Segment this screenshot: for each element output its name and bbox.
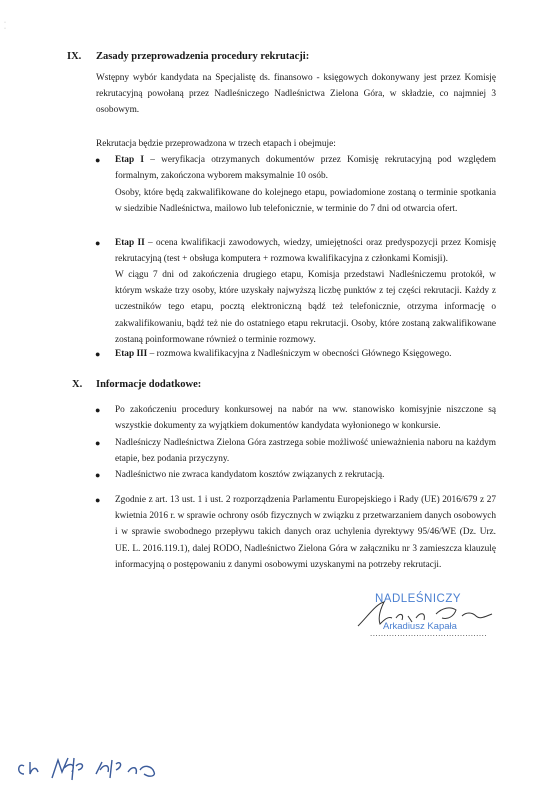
bullet-icon: ● xyxy=(95,438,101,448)
signature-dots: ........................................... xyxy=(370,629,488,638)
handwritten-initials xyxy=(12,752,162,782)
stage-label: Etap III xyxy=(115,349,148,359)
stage-item xyxy=(115,152,496,184)
section-title: Zasady przeprowadzenia procedury rekrutacji: xyxy=(96,51,310,62)
info-item: Zgodnie z art. 13 ust. 1 i ust. 2 rozporządzenia Parlamentu Europejskiego i Rady (UE) 2016/679 z 27 kwietnia 2016 r. w sprawie ochrony osób fizycznych w związku z przetwarzaniem danych osobowych i w sprawie swobodnego przepływu takich danych oraz uchylenia dyrektywy 95/46/WE (Dz. Urz. UE. L. 2016.119.1), dalej RODO, Nadleśnictwo Zielona Góra w załączniku nr 3 zamieszcza klauzulę informacyjną o postępowaniu z danymi osobowymi uzyskanymi na potrzeby rekrutacji. xyxy=(115,495,496,570)
info-item: Po zakończeniu procedury konkursowej na nabór na ww. stanowisko komisyjnie niszczone są wszystkie dokumenty za wyjątkiem dokumentów kandydata wyłonionego w konkursie. xyxy=(115,405,496,432)
stage-extra: Osoby, które będą zakwalifikowane do kolejnego etapu, powiadomione zostaną o terminie spotkania w siedzibie Nadleśnictwa, mailowo lub telefonicznie, w terminie do 7 dni od otwarcia ofert. xyxy=(115,188,496,215)
section-number: IX. xyxy=(67,51,82,62)
bullet-icon: ● xyxy=(95,470,101,480)
stage-label: Etap II xyxy=(115,238,145,248)
section-number: X. xyxy=(72,379,83,390)
bullet-icon: ● xyxy=(95,405,101,415)
info-item: Nadleśniczy Nadleśnictwa Zielona Góra zastrzega sobie możliwość unieważnienia naboru na każdym etapie, bez podania przyczyny. xyxy=(115,438,496,465)
section-title: Informacje dodatkowe: xyxy=(96,379,202,390)
bullet-icon: ● xyxy=(95,495,101,505)
bullet-icon: ● xyxy=(95,349,101,359)
stage-label: Etap I xyxy=(115,155,144,165)
stamp-name: Arkadiusz Kapała xyxy=(383,621,457,632)
stage-text: – ocena kwalifikacji zawodowych, wiedzy, umiejętności oraz predyspozycji przez Komisję rekrutacyjną (test + obsługa komputera + rozmowa kwalifikacyjna z członkami Komisji). xyxy=(115,238,496,265)
stage-text: – weryfikacja otrzymanych dokumentów przez Komisję rekrutacyjną pod względem formalnym, zakończona wyborem maksymalnie 10 osób. xyxy=(115,155,496,182)
stages-intro: Rekrutacja będzie przeprowadzona w trzech etapach i obejmuje: xyxy=(96,139,336,149)
info-item: Nadleśnictwo nie zwraca kandydatom kosztów związanych z rekrutacją. xyxy=(115,470,385,480)
bullet-icon: ● xyxy=(95,155,101,165)
stage-item xyxy=(115,235,496,267)
stage-text: – rozmowa kwalifikacyjna z Nadleśniczym w obecności Głównego Księgowego. xyxy=(147,349,452,359)
margin-marker: · · xyxy=(4,20,6,32)
bullet-icon: ● xyxy=(95,238,101,248)
stage-item xyxy=(115,346,496,362)
intro-paragraph: Wstępny wybór kandydata na Specjalistę ds. finansowo - księgowych dokonywany jest przez Komisję rekrutacyjną powołaną przez Nadleśniczego Nadleśnictwa Zielona Góra, w składzie, co najmniej 3 osobowym. xyxy=(96,73,496,116)
stage-extra: W ciągu 7 dni od zakończenia drugiego etapu, Komisja przedstawi Nadleśniczemu protokół, w którym wskaże trzy osoby, które uzyskały najwyższą liczbę punktów z tej części rekrutacji. Każdy z uczestników tego etapu, pocztą elektroniczną bądź też telefonicznie, otrzyma informację o zakwalifikowaniu, bądź też nie do ostatniego etapu rekrutacji. Osoby, które zostaną zakwalifikowane zostaną poinformowane również o terminie rozmowy. xyxy=(115,270,496,345)
stamp-title: NADLEŚNICZY xyxy=(375,593,462,605)
